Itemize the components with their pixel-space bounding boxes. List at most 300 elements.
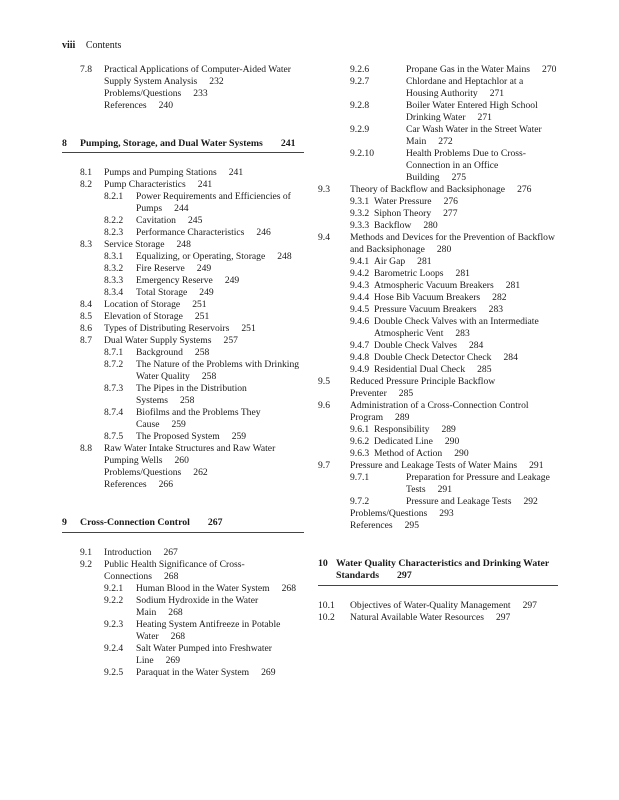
entry-number: 9.4.3 bbox=[350, 280, 370, 291]
entry-title-text: Chlordane and Heptachlor at a Housing Authority bbox=[406, 76, 524, 99]
entry-page: 258 bbox=[180, 395, 195, 407]
entry-page: 266 bbox=[158, 479, 174, 491]
entry-title-text: Performance Characteristics bbox=[136, 227, 245, 239]
entry-page: 276 bbox=[443, 196, 458, 207]
entry-page: 267 bbox=[207, 517, 223, 529]
entry-page: 259 bbox=[171, 419, 186, 431]
entry-number: 8.3.4 bbox=[104, 287, 124, 299]
entry-page: 251 bbox=[194, 311, 210, 323]
entry-title-text: Responsibility bbox=[374, 424, 430, 435]
entry-title-text: Siphon Theory bbox=[374, 208, 432, 219]
entry-number: 8.7 bbox=[80, 335, 92, 347]
toc-entry[interactable] bbox=[318, 460, 558, 472]
toc-entry[interactable] bbox=[62, 547, 304, 559]
toc-entry[interactable] bbox=[62, 583, 304, 595]
toc-entry[interactable] bbox=[318, 280, 558, 292]
entry-title-text: Atmospheric Vacuum Breakers bbox=[374, 280, 494, 291]
entry-title bbox=[136, 619, 304, 643]
entry-page: 232 bbox=[209, 76, 224, 87]
entry-title bbox=[104, 311, 304, 323]
entry-title-text: Theory of Backflow and Backsiphonage bbox=[350, 184, 506, 195]
toc-entry[interactable] bbox=[318, 472, 558, 496]
entry-title bbox=[136, 191, 304, 215]
entry-number: 9.3.1 bbox=[350, 196, 370, 207]
toc-entry[interactable] bbox=[318, 424, 558, 436]
entry-title bbox=[406, 76, 558, 100]
entry-number: 9.5 bbox=[318, 376, 330, 387]
toc-entry[interactable] bbox=[62, 287, 304, 299]
entry-title bbox=[350, 600, 558, 612]
toc-entry[interactable] bbox=[318, 256, 558, 268]
entry-page: 246 bbox=[256, 227, 271, 239]
entry-title bbox=[104, 64, 304, 88]
entry-title-text: Boiler Water Entered High School Drinking Water bbox=[406, 100, 538, 123]
entry-title-text: Backflow bbox=[374, 220, 412, 231]
entry-number: 9.2.2 bbox=[104, 594, 124, 606]
entry-title-text: Cross-Connection Control bbox=[80, 517, 190, 529]
entry-page: 241 bbox=[280, 138, 296, 149]
entry-title bbox=[374, 268, 558, 280]
toc-entry[interactable] bbox=[318, 376, 558, 400]
entry-number: 9.2.9 bbox=[350, 124, 370, 135]
running-title: Contents bbox=[85, 40, 122, 51]
entry-number: 9.3.2 bbox=[350, 208, 370, 219]
entry-title-text: The Nature of the Problems with Drinking Water Quality bbox=[136, 359, 300, 383]
entry-page: 285 bbox=[477, 364, 492, 375]
entry-title bbox=[350, 460, 558, 472]
entry-page: 291 bbox=[529, 460, 544, 471]
entry-number: 10 bbox=[318, 558, 328, 569]
entry-page: 282 bbox=[492, 292, 507, 303]
toc-entry[interactable] bbox=[318, 304, 558, 316]
entry-page: 248 bbox=[277, 251, 292, 263]
entry-title-text: Residential Dual Check bbox=[374, 364, 466, 375]
toc-entry[interactable] bbox=[62, 215, 304, 227]
entry-number: 9.4.5 bbox=[350, 304, 370, 315]
entry-title-text: Introduction bbox=[104, 546, 152, 558]
toc-entry[interactable] bbox=[318, 292, 558, 304]
entry-title bbox=[104, 323, 304, 335]
entry-title-text: Water Pressure bbox=[374, 196, 432, 207]
entry-title bbox=[350, 400, 558, 424]
entry-page: 293 bbox=[439, 508, 454, 519]
entry-title-text: Double Check Valves with an Intermediate Atmospheric Vent bbox=[374, 316, 539, 339]
entry-page: 268 bbox=[168, 606, 183, 618]
entry-title bbox=[406, 64, 558, 76]
entry-title-text: Equalizing, or Operating, Storage bbox=[136, 251, 266, 263]
entry-title-text: References bbox=[104, 479, 147, 491]
entry-number: 9.2.10 bbox=[350, 148, 374, 159]
entry-number: 9.6.2 bbox=[350, 436, 370, 447]
entry-title-text: Location of Storage bbox=[104, 299, 181, 311]
entry-number: 8.7.1 bbox=[104, 347, 124, 359]
toc-entry[interactable] bbox=[62, 443, 304, 467]
entry-title bbox=[336, 558, 558, 583]
section-gap bbox=[62, 491, 304, 517]
toc-entry[interactable] bbox=[62, 64, 304, 88]
toc-entry[interactable] bbox=[318, 100, 558, 124]
entry-number: 8.4 bbox=[80, 299, 92, 311]
entry-title-text: Natural Available Water Resources bbox=[350, 611, 484, 623]
entry-title-text: Human Blood in the Water System bbox=[136, 582, 270, 594]
entry-page: 280 bbox=[436, 244, 452, 255]
entry-title-text: Pumping, Storage, and Dual Water Systems bbox=[80, 138, 263, 149]
entry-page: 233 bbox=[193, 88, 208, 99]
entry-number: 9.6 bbox=[318, 400, 330, 411]
page-number: viii bbox=[62, 40, 76, 51]
entry-number: 8.1 bbox=[80, 167, 92, 179]
entry-title bbox=[350, 376, 558, 400]
entry-page: 281 bbox=[455, 268, 470, 279]
entry-title bbox=[374, 352, 558, 364]
entry-title bbox=[136, 287, 304, 299]
entry-number: 8.2.2 bbox=[104, 215, 124, 227]
entry-title bbox=[136, 251, 304, 263]
entry-title-text: Administration of a Cross-Connection Control Program bbox=[350, 400, 529, 423]
entry-title-text: Method of Action bbox=[374, 448, 443, 459]
entry-number: 8.8 bbox=[80, 443, 92, 455]
entry-title bbox=[406, 472, 558, 496]
entry-title bbox=[136, 431, 304, 443]
entry-number: 8.7.3 bbox=[104, 383, 124, 395]
toc-entry[interactable] bbox=[62, 643, 304, 667]
entry-title bbox=[136, 263, 304, 275]
entry-page: 249 bbox=[224, 275, 240, 287]
entry-number: 9 bbox=[62, 517, 67, 529]
toc-entry[interactable] bbox=[62, 347, 304, 359]
entry-title bbox=[104, 443, 304, 467]
toc-entry[interactable] bbox=[318, 612, 558, 624]
toc-entry[interactable] bbox=[62, 407, 304, 431]
entry-title bbox=[104, 239, 304, 251]
entry-title-text: Health Problems Due to Cross-Connection in an Office Building bbox=[406, 148, 526, 183]
toc-entry[interactable] bbox=[62, 311, 304, 323]
entry-title bbox=[136, 667, 304, 679]
entry-title-text: Pumps and Pumping Stations bbox=[104, 167, 217, 179]
entry-title bbox=[374, 208, 558, 220]
toc-entry[interactable] bbox=[62, 359, 304, 383]
entry-number: 8.6 bbox=[80, 323, 92, 335]
entry-title-text: Double Check Valves bbox=[374, 340, 457, 351]
toc-entry[interactable] bbox=[62, 275, 304, 287]
entry-number: 8.3 bbox=[80, 239, 92, 251]
entry-title-text: Cavitation bbox=[136, 215, 176, 227]
entry-page: 258 bbox=[194, 347, 210, 359]
entry-title bbox=[374, 220, 558, 232]
toc-entry[interactable] bbox=[318, 184, 558, 196]
entry-number: 9.4 bbox=[318, 232, 330, 243]
entry-page: 275 bbox=[451, 172, 466, 183]
entry-page: 290 bbox=[444, 436, 460, 447]
entry-title bbox=[406, 496, 558, 508]
toc-entry[interactable] bbox=[318, 448, 558, 460]
entry-page: 245 bbox=[187, 215, 203, 227]
entry-title bbox=[136, 383, 304, 407]
entry-title-text: Elevation of Storage bbox=[104, 311, 183, 323]
entry-title bbox=[136, 595, 304, 619]
entry-number: 9.6.1 bbox=[350, 424, 370, 435]
entry-number: 9.4.7 bbox=[350, 340, 370, 351]
entry-title bbox=[136, 407, 304, 431]
entry-title bbox=[374, 196, 558, 208]
entry-page: 269 bbox=[165, 654, 180, 666]
entry-number: 9.4.8 bbox=[350, 352, 370, 363]
entry-page: 262 bbox=[193, 467, 208, 479]
entry-page: 281 bbox=[505, 280, 521, 291]
entry-title bbox=[80, 138, 304, 150]
entry-title-text: Dual Water Supply Systems bbox=[104, 335, 212, 347]
entry-title-text: Emergency Reserve bbox=[136, 275, 213, 287]
entry-title-text: Types of Distributing Reservoirs bbox=[104, 323, 230, 335]
entry-page: 297 bbox=[397, 570, 412, 582]
entry-title bbox=[374, 316, 558, 340]
entry-title bbox=[374, 256, 558, 268]
entry-title-text: Pressure and Leakage Tests bbox=[406, 496, 512, 507]
entry-title-text: Dedicated Line bbox=[374, 436, 433, 447]
toc-entry[interactable] bbox=[318, 316, 558, 340]
entry-number: 8 bbox=[62, 138, 67, 149]
toc-entry[interactable] bbox=[62, 239, 304, 251]
toc-entry[interactable] bbox=[318, 124, 558, 148]
entry-number: 9.4.2 bbox=[350, 268, 370, 279]
toc-entry[interactable] bbox=[318, 220, 558, 232]
entry-title bbox=[350, 232, 558, 256]
toc-entry[interactable] bbox=[318, 148, 558, 184]
entry-title bbox=[104, 559, 304, 583]
entry-number: 9.2.7 bbox=[350, 76, 370, 87]
entry-title-text: Barometric Loops bbox=[374, 268, 444, 279]
toc-entry[interactable] bbox=[318, 520, 558, 532]
entry-number: 9.2.1 bbox=[104, 582, 124, 594]
entry-page: 248 bbox=[176, 239, 191, 251]
entry-title bbox=[104, 299, 304, 311]
entry-title-text: Biofilms and the Problems They Cause bbox=[136, 407, 261, 431]
toc-entry[interactable] bbox=[62, 263, 304, 275]
toc-entry[interactable] bbox=[62, 167, 304, 179]
entry-title-text: Background bbox=[136, 347, 183, 359]
entry-title-text: References bbox=[350, 520, 393, 531]
entry-title-text: Hose Bib Vacuum Breakers bbox=[374, 292, 481, 303]
toc-entry[interactable] bbox=[318, 496, 558, 508]
toc-entry[interactable] bbox=[62, 667, 304, 679]
entry-title bbox=[350, 612, 558, 624]
entry-title bbox=[136, 275, 304, 287]
entry-page: 285 bbox=[398, 388, 414, 399]
toc-entry[interactable] bbox=[62, 88, 304, 100]
toc-entry[interactable] bbox=[62, 191, 304, 215]
entry-page: 268 bbox=[281, 582, 297, 594]
toc-entry[interactable] bbox=[318, 340, 558, 352]
toc-entry[interactable] bbox=[318, 364, 558, 376]
entry-title bbox=[136, 347, 304, 359]
entry-number: 9.1 bbox=[80, 546, 92, 558]
entry-page: 270 bbox=[542, 64, 557, 75]
entry-title-text: Fire Reserve bbox=[136, 263, 185, 275]
toc-entry[interactable] bbox=[62, 227, 304, 239]
entry-page: 271 bbox=[477, 112, 492, 123]
entry-title bbox=[136, 583, 304, 595]
entry-title bbox=[406, 148, 558, 184]
entry-title bbox=[136, 227, 304, 239]
toc-entry[interactable] bbox=[318, 268, 558, 280]
entry-page: 295 bbox=[404, 520, 420, 531]
entry-page: 281 bbox=[417, 256, 432, 267]
entry-title-text: The Pipes in the Distribution Systems bbox=[136, 383, 247, 407]
toc-entry[interactable] bbox=[62, 431, 304, 443]
running-header bbox=[62, 40, 121, 51]
entry-title-text: Pressure Vacuum Breakers bbox=[374, 304, 477, 315]
entry-title-text: Sodium Hydroxide in the Water Main bbox=[136, 594, 259, 618]
entry-title-text: Problems/Questions bbox=[104, 467, 182, 479]
entry-title bbox=[374, 448, 558, 460]
entry-title-text: Preparation for Pressure and Leakage Tests bbox=[406, 472, 550, 495]
entry-title-text: Double Check Detector Check bbox=[374, 352, 492, 363]
entry-number: 10.1 bbox=[318, 599, 335, 611]
toc-entry[interactable] bbox=[318, 208, 558, 220]
entry-number: 8.3.1 bbox=[104, 251, 124, 263]
entry-title bbox=[406, 100, 558, 124]
entry-title bbox=[104, 88, 304, 100]
chapter-heading[interactable] bbox=[62, 138, 304, 153]
entry-title-text: Salt Water Pumped into Freshwater Line bbox=[136, 642, 273, 666]
entry-title-text: Objectives of Water-Quality Management bbox=[350, 599, 511, 611]
entry-number: 9.2.3 bbox=[104, 618, 124, 630]
toc-entry[interactable] bbox=[62, 619, 304, 643]
entry-page: 283 bbox=[455, 328, 470, 339]
entry-title bbox=[350, 184, 558, 196]
entry-title-text: Water Quality Characteristics and Drinking Water Standards bbox=[336, 558, 550, 582]
entry-page: 241 bbox=[228, 167, 244, 179]
entry-title bbox=[374, 304, 558, 316]
entry-title-text: References bbox=[104, 100, 147, 111]
entry-number: 10.2 bbox=[318, 611, 335, 623]
entry-title-text: Raw Water Intake Structures and Raw Water Pumping Wells bbox=[104, 443, 276, 467]
entry-page: 249 bbox=[199, 287, 214, 299]
entry-number: 9.2.8 bbox=[350, 100, 370, 111]
entry-page: 258 bbox=[201, 371, 217, 383]
entry-title bbox=[374, 436, 558, 448]
entry-page: 284 bbox=[503, 352, 518, 363]
entry-title-text: Reduced Pressure Principle Backflow Preventer bbox=[350, 376, 496, 399]
entry-page: 276 bbox=[517, 184, 532, 195]
entry-title-text: Pump Characteristics bbox=[104, 179, 186, 191]
entry-number: 8.2.1 bbox=[104, 191, 124, 203]
entry-page: 283 bbox=[488, 304, 504, 315]
entry-title bbox=[104, 100, 304, 112]
entry-page: 277 bbox=[443, 208, 458, 219]
entry-number: 8.7.5 bbox=[104, 431, 124, 443]
toc-entry[interactable] bbox=[62, 383, 304, 407]
entry-number: 9.3 bbox=[318, 184, 330, 195]
entry-page: 244 bbox=[174, 203, 189, 215]
entry-page: 251 bbox=[241, 323, 256, 335]
entry-number: 9.7.1 bbox=[350, 472, 370, 483]
entry-title bbox=[374, 364, 558, 376]
toc-entry[interactable] bbox=[318, 76, 558, 100]
entry-page: 240 bbox=[158, 100, 174, 111]
entry-number: 8.2.3 bbox=[104, 227, 124, 239]
toc-entry[interactable] bbox=[62, 595, 304, 619]
entry-title-text: The Proposed System bbox=[136, 431, 220, 443]
entry-title bbox=[80, 517, 304, 529]
entry-title-text: Methods and Devices for the Prevention of Backflow and Backsiphonage bbox=[350, 232, 555, 255]
entry-page: 260 bbox=[174, 455, 189, 467]
entry-number: 9.7.2 bbox=[350, 496, 370, 507]
entry-number: 9.2.5 bbox=[104, 666, 124, 678]
toc-entry[interactable] bbox=[318, 600, 558, 612]
toc-entry[interactable] bbox=[318, 64, 558, 76]
entry-number: 9.7 bbox=[318, 460, 330, 471]
chapter-heading[interactable] bbox=[62, 517, 304, 532]
entry-number: 9.2.6 bbox=[350, 64, 370, 75]
entry-page: 268 bbox=[163, 570, 179, 582]
entry-title bbox=[136, 359, 304, 383]
entry-page: 271 bbox=[489, 88, 505, 99]
entry-number: 9.3.3 bbox=[350, 220, 370, 231]
entry-title bbox=[136, 215, 304, 227]
entry-title bbox=[104, 467, 304, 479]
toc-entry[interactable] bbox=[62, 251, 304, 263]
entry-title bbox=[104, 479, 304, 491]
entry-page: 297 bbox=[522, 599, 537, 611]
toc-entry[interactable] bbox=[318, 436, 558, 448]
entry-page: 269 bbox=[261, 666, 276, 678]
entry-page: 291 bbox=[437, 484, 452, 495]
entry-number: 9.4.4 bbox=[350, 292, 370, 303]
chapter-heading[interactable] bbox=[318, 558, 558, 586]
entry-number: 9.2 bbox=[80, 558, 92, 570]
entry-title bbox=[136, 643, 304, 667]
entry-title-text: Power Requirements and Efficiencies of Pumps bbox=[136, 191, 291, 215]
toc-left-column bbox=[62, 64, 304, 679]
toc-entry[interactable] bbox=[62, 323, 304, 335]
toc-entry[interactable] bbox=[62, 559, 304, 583]
entry-title bbox=[350, 520, 558, 532]
entry-title bbox=[406, 124, 558, 148]
toc-entry[interactable] bbox=[318, 508, 558, 520]
entry-number: 8.3.2 bbox=[104, 263, 124, 275]
entry-title bbox=[374, 424, 558, 436]
entry-page: 251 bbox=[192, 299, 207, 311]
entry-title-text: Paraquat in the Water System bbox=[136, 666, 250, 678]
entry-page: 257 bbox=[223, 335, 238, 347]
toc-entry[interactable] bbox=[62, 467, 304, 479]
entry-title-text: Air Gap bbox=[374, 256, 406, 267]
toc-entry[interactable] bbox=[62, 299, 304, 311]
entry-number: 9.2.4 bbox=[104, 642, 124, 654]
toc-entry[interactable] bbox=[62, 479, 304, 491]
entry-title-text: Practical Applications of Computer-Aided Water Supply System Analysis bbox=[104, 64, 291, 87]
entry-title bbox=[104, 179, 304, 191]
entry-page: 289 bbox=[441, 424, 456, 435]
entry-page: 280 bbox=[423, 220, 438, 231]
toc-entry[interactable] bbox=[318, 352, 558, 364]
entry-page: 259 bbox=[231, 431, 247, 443]
toc-entry[interactable] bbox=[318, 400, 558, 424]
toc-entry[interactable] bbox=[318, 196, 558, 208]
entry-title bbox=[350, 508, 558, 520]
entry-title bbox=[374, 340, 558, 352]
entry-page: 289 bbox=[395, 412, 410, 423]
entry-page: 241 bbox=[197, 179, 213, 191]
toc-entry[interactable] bbox=[62, 335, 304, 347]
toc-entry[interactable] bbox=[62, 100, 304, 112]
entry-title-text: Service Storage bbox=[104, 239, 165, 251]
toc-entry[interactable] bbox=[62, 179, 304, 191]
entry-number: 8.5 bbox=[80, 311, 92, 323]
toc-entry[interactable] bbox=[318, 232, 558, 256]
entry-title-text: Problems/Questions bbox=[104, 88, 182, 99]
